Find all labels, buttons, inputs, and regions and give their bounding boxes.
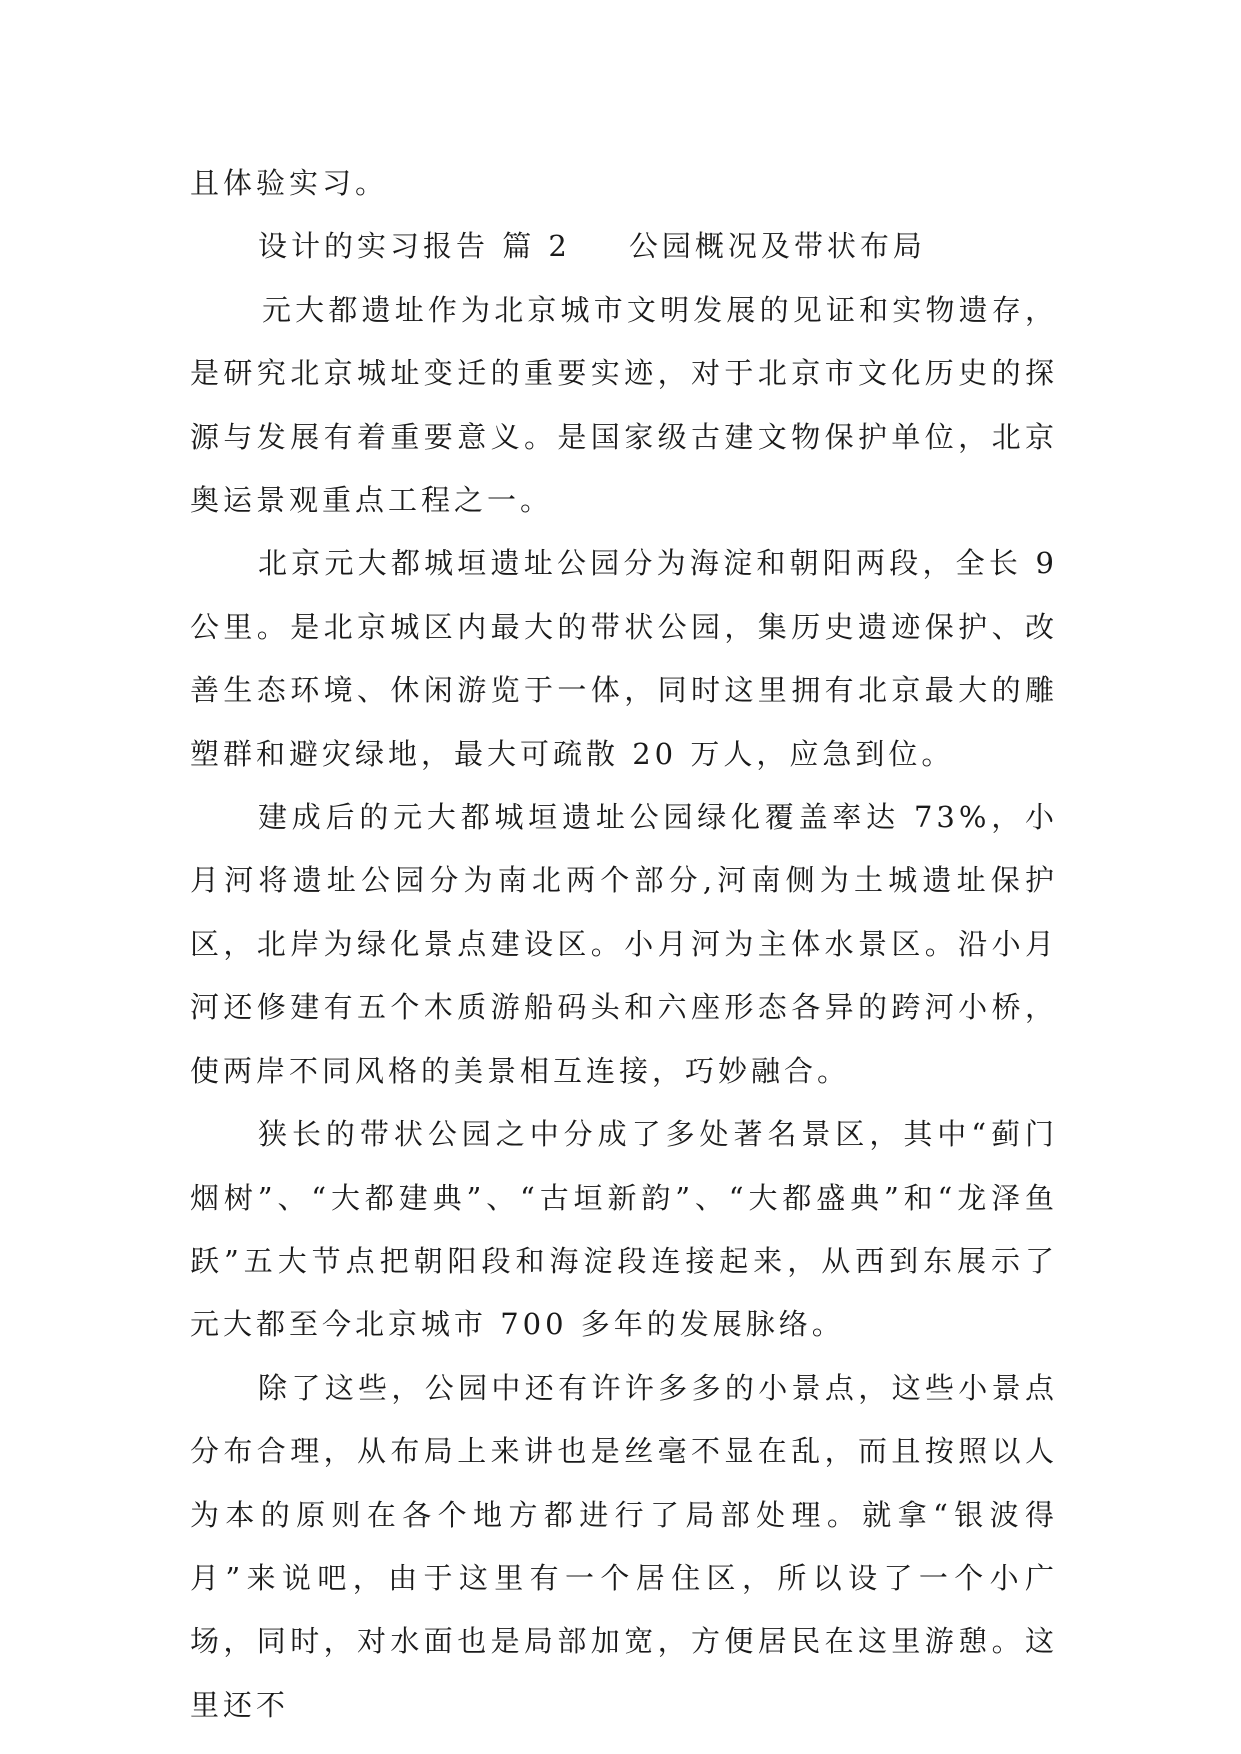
paragraph: 北京元大都城垣遗址公园分为海淀和朝阳两段，全长 9 公里。是北京城区内最大的带状公园，集历史遗迹保护、改善生态环境、休闲游览于一体，同时这里拥有北京最大的雕塑群和避灾绿地，最大可疏散 20 万人，应急到位。 [190, 546, 1058, 771]
paragraph: 元大都遗址作为北京城市文明发展的见证和实物遗存，是研究北京城址变迁的重要实迹，对于北京市文化历史的探源与发展有着重要意义。是国家级古建文物保护单位，北京奥运景观重点工程之一。 [190, 292, 1058, 518]
section-heading [190, 215, 1058, 278]
paragraph: 狭长的带状公园之中分成了多处著名景区，其中“蓟门烟树”、“大都建典”、“古垣新韵”、“大都盛典”和“龙泽鱼跃”五大节点把朝阳段和海淀段连接起来，从西到东展示了元大都至今北京城市 700 多年的发展脉络。 [190, 1117, 1058, 1342]
section-title: 设计的实习报告 篇 2 [258, 229, 571, 264]
continuation-text: 且体验实习。 [190, 166, 389, 200]
paragraph: 除了这些，公园中还有许许多多的小景点，这些小景点分布合理，从布局上来讲也是丝毫不显在乱，而且按照以人为本的原则在各个地方都进行了局部处理。就拿“银波得月”来说吧，由于这里有一个居住区，所以设了一个小广场，同时，对水面也是局部加宽，方便居民在这里游憩。这里还不 [190, 1370, 1058, 1722]
document-body [190, 152, 1058, 1737]
paragraph: 建成后的元大都城垣遗址公园绿化覆盖率达 73%，小月河将遗址公园分为南北两个部分,河南侧为土城遗址保护区，北岸为绿化景点建设区。小月河为主体水景区。沿小月河还修建有五个木质游船码头和六座形态各异的跨河小桥，使两岸不同风格的美景相互连接，巧妙融合。 [190, 800, 1058, 1088]
section-subtitle: 公园概况及带状布局 [628, 229, 926, 264]
